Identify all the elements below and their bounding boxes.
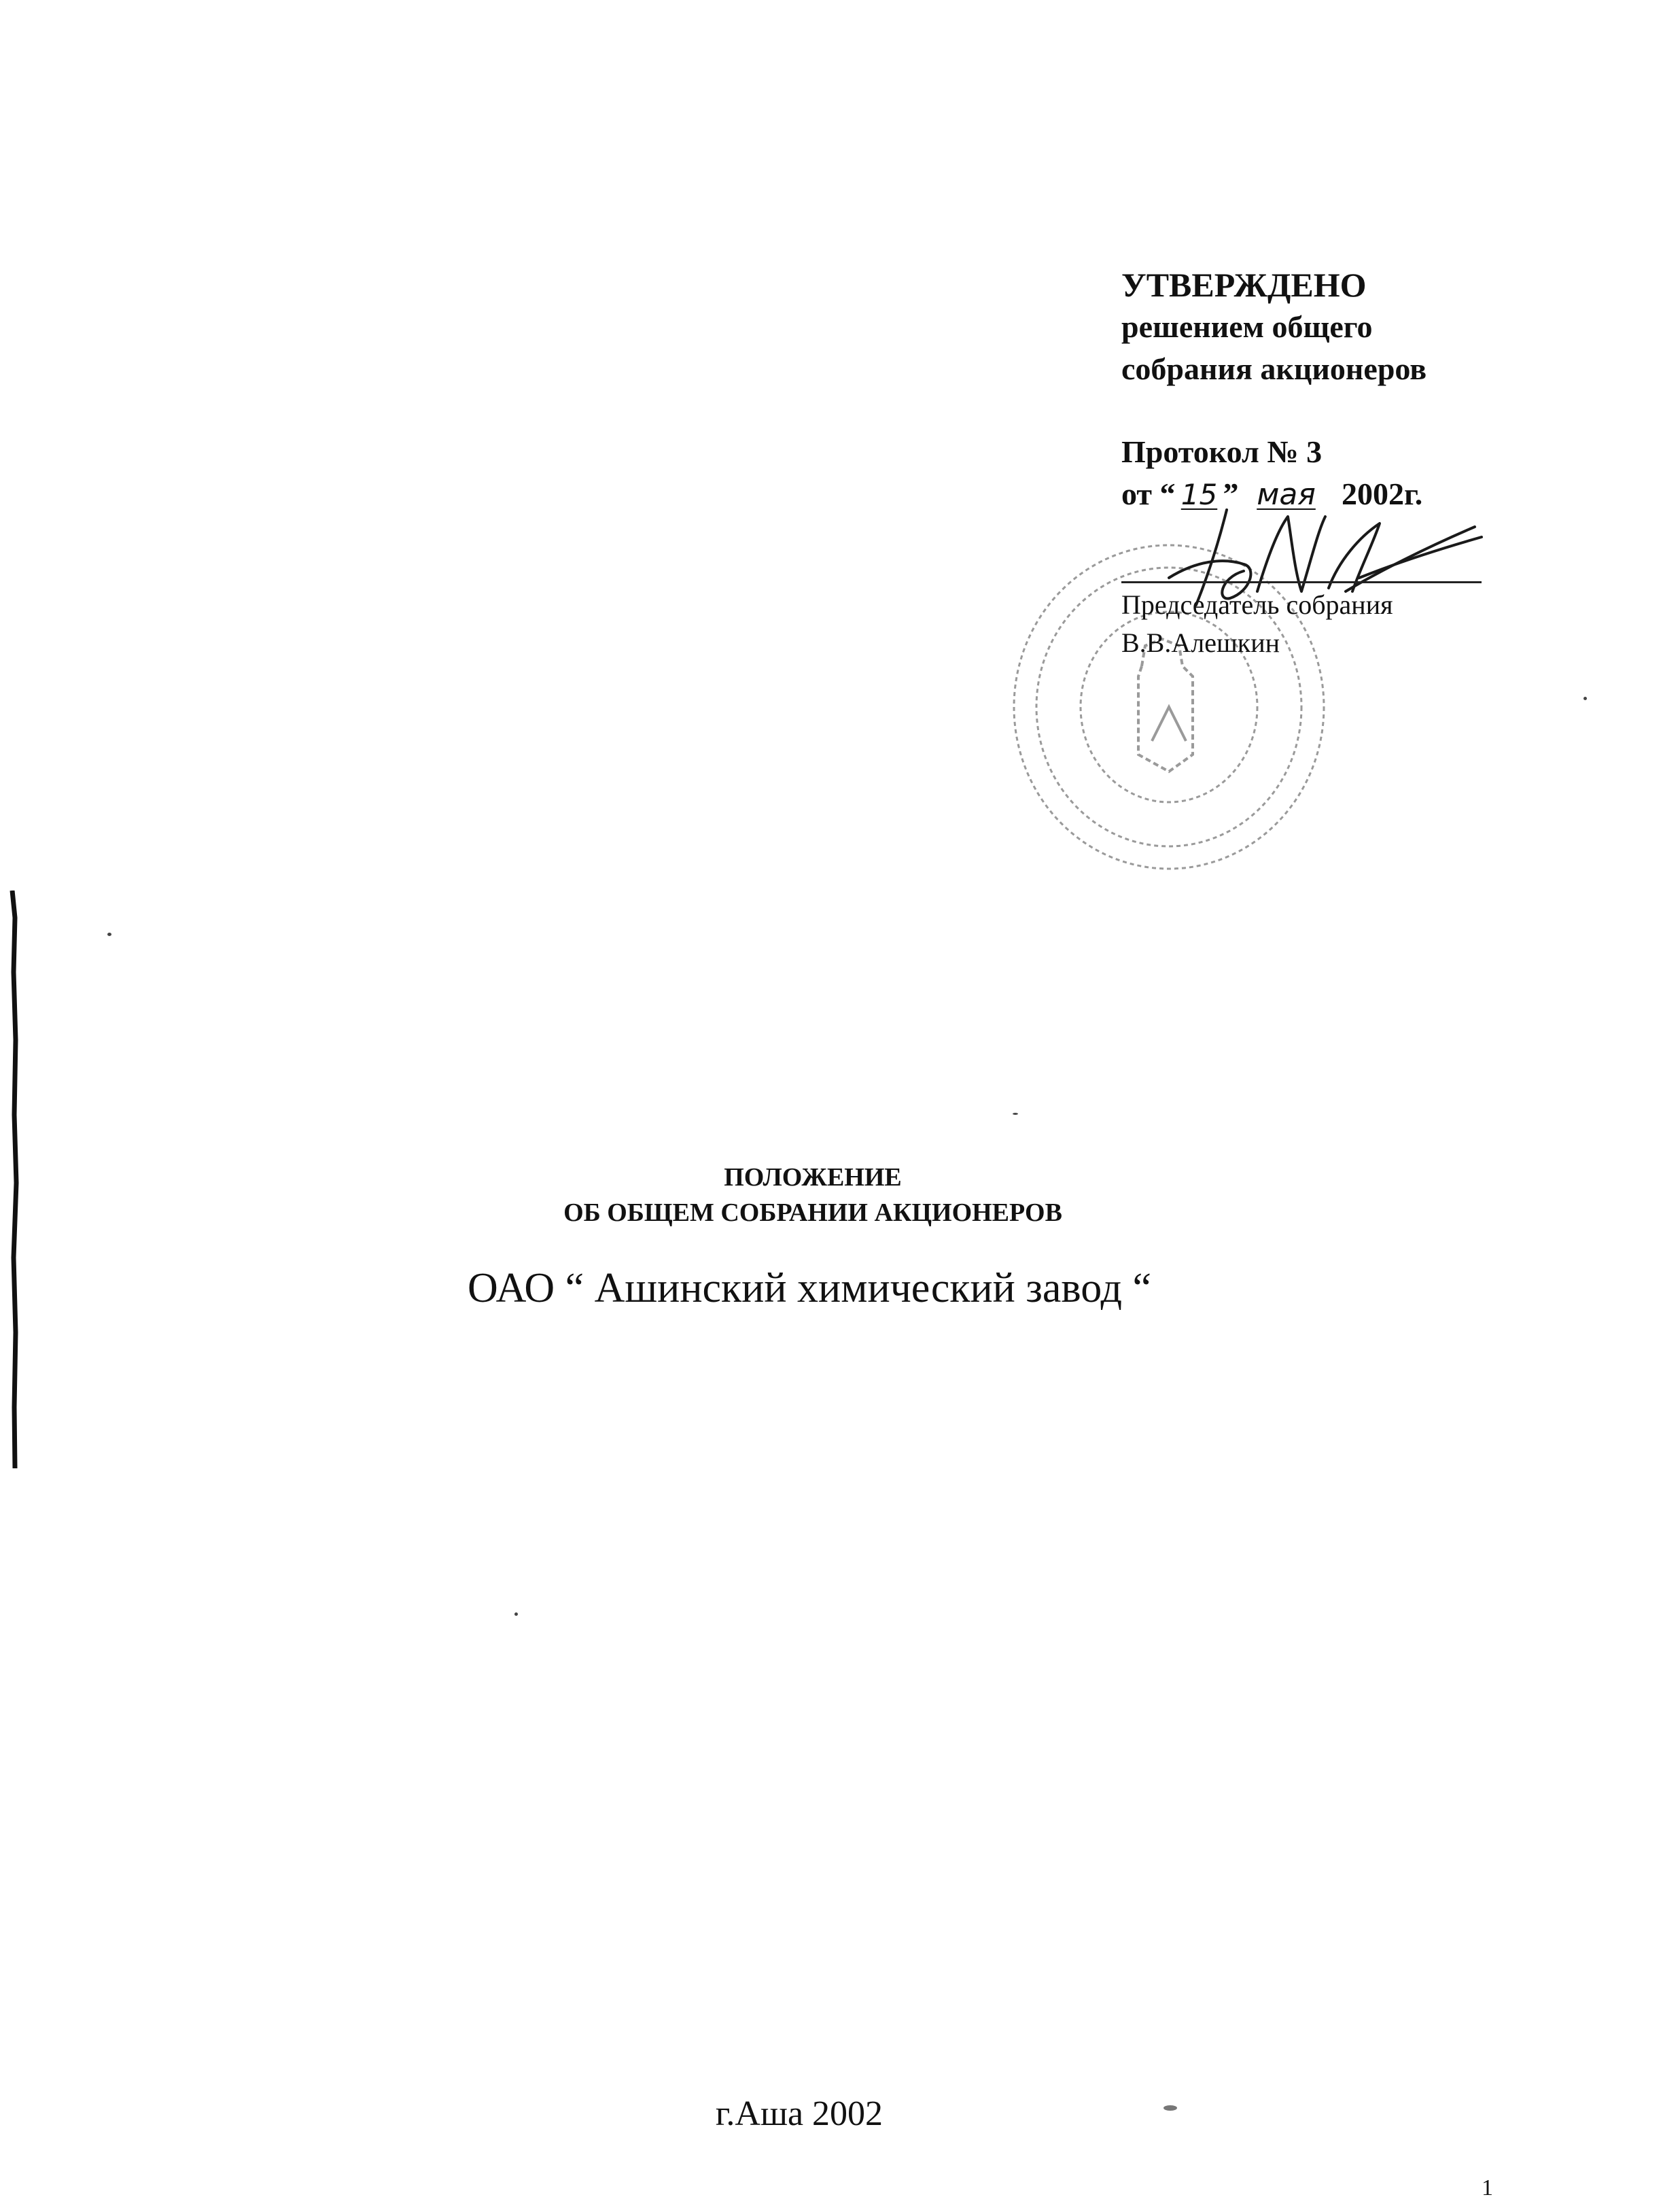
date-prefix: от “ [1121, 477, 1176, 511]
city-year: г.Аша 2002 [715, 2094, 883, 2133]
approval-block [1121, 264, 1556, 516]
scan-speck [107, 933, 111, 936]
document-title [0, 1160, 1680, 1230]
scan-speck [1583, 697, 1587, 700]
chair-block [1121, 586, 1393, 662]
chair-name: В.В.Алешкин [1121, 627, 1280, 658]
chair-title: Председатель собрания [1121, 589, 1393, 620]
protocol-date [1121, 473, 1556, 516]
scan-speck [1013, 1113, 1018, 1115]
date-day: 15 [1180, 478, 1218, 511]
date-month: мая [1257, 477, 1316, 512]
title-line-1: ПОЛОЖЕНИЕ [724, 1163, 902, 1192]
page-number: 1 [1482, 2175, 1493, 2200]
scan-speck [1163, 2105, 1177, 2111]
date-year: 2002г. [1333, 477, 1423, 511]
protocol-number: Протокол № 3 [1121, 434, 1323, 469]
signature-line [1121, 581, 1482, 583]
approval-line-meeting: собрания акционеров [1121, 351, 1427, 386]
approval-heading: УТВЕРЖДЕНО [1121, 266, 1367, 304]
approval-line-decision: решением общего [1121, 309, 1373, 344]
scan-speck [514, 1612, 518, 1616]
company-name: ОАО “ Ашинский химический завод “ [467, 1265, 1152, 1311]
date-mid: ” [1223, 477, 1239, 511]
title-line-2: ОБ ОБЩЕМ СОБРАНИИ АКЦИОНЕРОВ [563, 1198, 1062, 1227]
